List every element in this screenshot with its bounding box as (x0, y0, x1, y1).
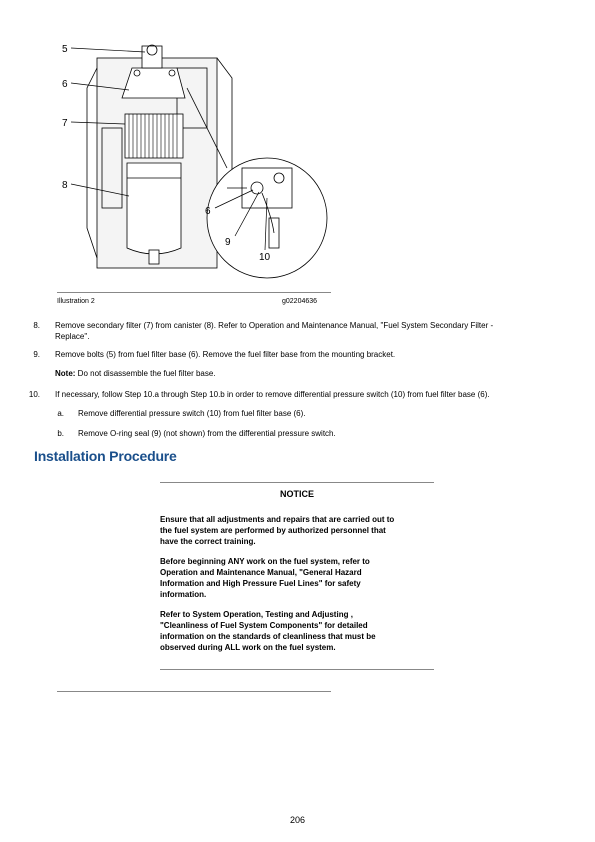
step-text: Remove bolts (5) from fuel filter base (6). Remove the fuel filter base from the mounting bracket. (55, 350, 396, 359)
notice-line: information. (160, 590, 207, 599)
step-text-continued: Replace". (55, 332, 90, 341)
callout-6: 6 (62, 79, 68, 90)
empty-figure-rule (57, 691, 331, 692)
notice-paragraph-3 (160, 609, 432, 653)
step-number: 8. (33, 321, 40, 330)
callout-8: 8 (62, 180, 68, 191)
notice-line: "Cleanliness of Fuel System Components" for detailed (160, 621, 368, 630)
callout-7: 7 (62, 118, 68, 129)
step-text: If necessary, follow Step 10.a through Step 10.b in order to remove differential pressure switch (10) from fuel filter base (6). (55, 390, 490, 399)
step-number: b. (57, 429, 64, 438)
callout-6-detail: 6 (205, 206, 211, 217)
notice-line: observed during ALL work on the fuel system. (160, 643, 336, 652)
note (55, 368, 555, 379)
notice-line: Refer to System Operation, Testing and Adjusting , (160, 610, 353, 619)
notice-line: Operation and Maintenance Manual, "General Hazard (160, 568, 362, 577)
callout-5: 5 (62, 44, 68, 55)
fuel-filter-illustration (57, 28, 331, 290)
notice-line: Ensure that all adjustments and repairs that are carried out to (160, 515, 395, 524)
notice-line: Information and High Pressure Fuel Lines" for safety (160, 579, 361, 588)
page-number: 206 (289, 815, 306, 825)
figure-caption-id: g02204636 (282, 298, 318, 305)
notice-line: information on the standards of cleanliness that must be (160, 632, 376, 641)
notice-top-rule (160, 482, 434, 483)
notice-title: NOTICE (279, 489, 314, 499)
step-text: Remove differential pressure switch (10) from fuel filter base (6). (78, 409, 306, 418)
notice-paragraph-1 (160, 514, 432, 547)
section-heading: Installation Procedure (34, 448, 177, 464)
notice-bottom-rule (160, 669, 434, 670)
callout-10: 10 (259, 252, 271, 263)
step-number: 9. (33, 350, 40, 359)
notice-line: the fuel system are performed by authorized personnel that (160, 526, 386, 535)
note-text: Do not disassemble the fuel filter base. (75, 369, 216, 378)
callout-9: 9 (225, 237, 231, 248)
step-number: 10. (28, 390, 40, 399)
step-text: Remove secondary filter (7) from canister (8). Refer to Operation and Maintenance Manual, "Fuel System Secondary Filter - (55, 321, 494, 330)
notice-line: have the correct training. (160, 537, 256, 546)
note-label: Note: (55, 369, 76, 378)
notice-line: Before beginning ANY work on the fuel system, refer to (160, 557, 370, 566)
step-number: a. (57, 409, 64, 418)
step-text: Remove O-ring seal (9) (not shown) from the differential pressure switch. (78, 429, 336, 438)
figure-rule (57, 292, 331, 293)
figure-caption-label: Illustration 2 (57, 298, 95, 305)
notice-paragraph-2 (160, 556, 432, 600)
